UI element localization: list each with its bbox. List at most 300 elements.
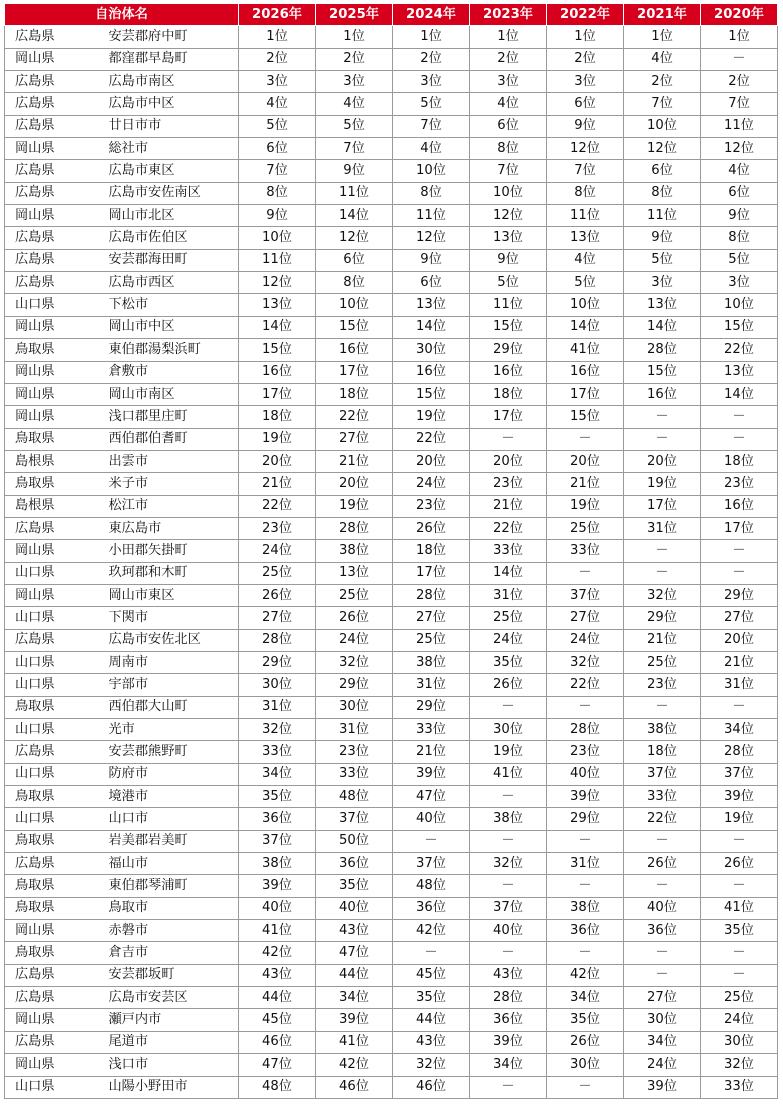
rank-2025-cell: 20位 (316, 473, 393, 495)
rank-2025-cell: 38位 (316, 540, 393, 562)
rank-2024-cell: 31位 (393, 674, 470, 696)
table-row (5, 26, 778, 48)
table-row (5, 629, 778, 651)
rank-2025-cell: 2位 (316, 48, 393, 70)
rank-2022-cell: 31位 (547, 853, 624, 875)
rank-2025-cell: 1位 (316, 26, 393, 48)
municipality-cell: 岡山市北区 (95, 205, 239, 227)
rank-2023-cell: － (470, 428, 547, 450)
rank-2023-cell: 5位 (470, 272, 547, 294)
table-row (5, 1009, 778, 1031)
rank-2021-cell: 26位 (624, 853, 701, 875)
rank-2023-cell: 35位 (470, 651, 547, 673)
rank-2022-cell: 23位 (547, 741, 624, 763)
rank-2020-cell: 2位 (701, 71, 778, 93)
rank-2022-cell: 41位 (547, 339, 624, 361)
rank-2026-cell: 38位 (239, 853, 316, 875)
rank-2020-cell: － (701, 942, 778, 964)
prefecture-cell: 広島県 (5, 93, 95, 115)
prefecture-cell: 山口県 (5, 562, 95, 584)
prefecture-cell: 広島県 (5, 629, 95, 651)
rank-2020-cell: 9位 (701, 205, 778, 227)
table-row (5, 920, 778, 942)
rank-2021-cell: 14位 (624, 316, 701, 338)
rank-2022-cell: 10位 (547, 294, 624, 316)
rank-2023-cell: 24位 (470, 629, 547, 651)
rank-2021-cell: 33位 (624, 786, 701, 808)
rank-2025-cell: 9位 (316, 160, 393, 182)
prefecture-cell: 広島県 (5, 115, 95, 137)
rank-2021-cell: － (624, 428, 701, 450)
rank-2025-cell: 3位 (316, 71, 393, 93)
rank-2026-cell: 3位 (239, 71, 316, 93)
rank-2024-cell: 20位 (393, 450, 470, 472)
rank-2023-cell: 23位 (470, 473, 547, 495)
rank-2024-cell: 26位 (393, 517, 470, 539)
municipality-cell: 安芸郡府中町 (95, 26, 239, 48)
rank-2025-cell: 44位 (316, 964, 393, 986)
rank-2022-cell: 30位 (547, 1054, 624, 1076)
prefecture-cell: 広島県 (5, 517, 95, 539)
rank-2025-cell: 32位 (316, 651, 393, 673)
rank-2025-cell: 11位 (316, 182, 393, 204)
rank-2020-cell: 37位 (701, 763, 778, 785)
rank-2020-cell: 15位 (701, 316, 778, 338)
municipality-cell: 岡山市南区 (95, 383, 239, 405)
rank-2024-cell: 12位 (393, 227, 470, 249)
rank-2021-cell: － (624, 830, 701, 852)
rank-2022-cell: 24位 (547, 629, 624, 651)
prefecture-cell: 広島県 (5, 160, 95, 182)
rank-2021-cell: 19位 (624, 473, 701, 495)
rank-2026-cell: 13位 (239, 294, 316, 316)
rank-2026-cell: 19位 (239, 428, 316, 450)
table-row (5, 540, 778, 562)
rank-2024-cell: 15位 (393, 383, 470, 405)
prefecture-cell: 広島県 (5, 1031, 95, 1053)
rank-2020-cell: 29位 (701, 584, 778, 606)
municipality-cell: 出雲市 (95, 450, 239, 472)
rank-2023-cell: 3位 (470, 71, 547, 93)
table-row (5, 205, 778, 227)
rank-2023-cell: 1位 (470, 26, 547, 48)
municipality-cell: 福山市 (95, 853, 239, 875)
rank-2022-cell: 8位 (547, 182, 624, 204)
municipality-cell: 西伯郡大山町 (95, 696, 239, 718)
rank-2021-cell: － (624, 562, 701, 584)
rank-2022-cell: 26位 (547, 1031, 624, 1053)
rank-2020-cell: 23位 (701, 473, 778, 495)
rank-2023-cell: 12位 (470, 205, 547, 227)
municipality-cell: 安芸郡熊野町 (95, 741, 239, 763)
rank-2026-cell: 26位 (239, 584, 316, 606)
header-year: 2023年 (470, 4, 547, 26)
rank-2025-cell: 37位 (316, 808, 393, 830)
rank-2026-cell: 28位 (239, 629, 316, 651)
rank-2022-cell: 39位 (547, 786, 624, 808)
rank-2023-cell: 36位 (470, 1009, 547, 1031)
municipality-cell: 下関市 (95, 607, 239, 629)
rank-2024-cell: 25位 (393, 629, 470, 651)
header-row (5, 4, 778, 26)
rank-2020-cell: 7位 (701, 93, 778, 115)
municipality-cell: 鳥取市 (95, 897, 239, 919)
rank-2021-cell: － (624, 942, 701, 964)
rank-2020-cell: 17位 (701, 517, 778, 539)
table-row (5, 272, 778, 294)
table-row (5, 428, 778, 450)
prefecture-cell: 広島県 (5, 182, 95, 204)
table-row (5, 294, 778, 316)
rank-2024-cell: 35位 (393, 987, 470, 1009)
table-row (5, 383, 778, 405)
table-row (5, 1076, 778, 1098)
rank-2024-cell: － (393, 942, 470, 964)
rank-2022-cell: 3位 (547, 71, 624, 93)
prefecture-cell: 広島県 (5, 987, 95, 1009)
rank-2025-cell: 39位 (316, 1009, 393, 1031)
table-row (5, 138, 778, 160)
rank-2025-cell: 35位 (316, 875, 393, 897)
rank-2026-cell: 12位 (239, 272, 316, 294)
table-row (5, 763, 778, 785)
rank-2020-cell: 26位 (701, 853, 778, 875)
rank-2020-cell: 28位 (701, 741, 778, 763)
rank-2023-cell: 43位 (470, 964, 547, 986)
rank-2020-cell: － (701, 964, 778, 986)
rank-2023-cell: 2位 (470, 48, 547, 70)
rank-2021-cell: 8位 (624, 182, 701, 204)
rank-2023-cell: 40位 (470, 920, 547, 942)
rank-2023-cell: 16位 (470, 361, 547, 383)
municipality-cell: 広島市東区 (95, 160, 239, 182)
rank-2020-cell: 6位 (701, 182, 778, 204)
prefecture-cell: 岡山県 (5, 406, 95, 428)
municipality-cell: 広島市西区 (95, 272, 239, 294)
table-row (5, 1031, 778, 1053)
rank-2023-cell: 22位 (470, 517, 547, 539)
rank-2021-cell: 22位 (624, 808, 701, 830)
rank-2025-cell: 29位 (316, 674, 393, 696)
rank-2021-cell: － (624, 406, 701, 428)
rank-2025-cell: 13位 (316, 562, 393, 584)
rank-2025-cell: 50位 (316, 830, 393, 852)
rank-2024-cell: 14位 (393, 316, 470, 338)
rank-2020-cell: － (701, 696, 778, 718)
rank-2021-cell: 13位 (624, 294, 701, 316)
prefecture-cell: 広島県 (5, 71, 95, 93)
municipality-cell: 西伯郡伯耆町 (95, 428, 239, 450)
rank-2023-cell: － (470, 1076, 547, 1098)
municipality-cell: 東伯郡湯梨浜町 (95, 339, 239, 361)
prefecture-cell: 鳥取県 (5, 428, 95, 450)
prefecture-cell: 山口県 (5, 1076, 95, 1098)
rank-2025-cell: 17位 (316, 361, 393, 383)
rank-2023-cell: 38位 (470, 808, 547, 830)
rank-2025-cell: 26位 (316, 607, 393, 629)
table-row (5, 830, 778, 852)
rank-2025-cell: 30位 (316, 696, 393, 718)
rank-2023-cell: 4位 (470, 93, 547, 115)
rank-2026-cell: 15位 (239, 339, 316, 361)
rank-2026-cell: 27位 (239, 607, 316, 629)
municipality-cell: 瀬戸内市 (95, 1009, 239, 1031)
rank-2020-cell: 39位 (701, 786, 778, 808)
prefecture-cell: 岡山県 (5, 584, 95, 606)
municipality-cell: 小田郡矢掛町 (95, 540, 239, 562)
rank-2024-cell: 22位 (393, 428, 470, 450)
municipality-cell: 境港市 (95, 786, 239, 808)
rank-2021-cell: 24位 (624, 1054, 701, 1076)
rank-2020-cell: － (701, 830, 778, 852)
rank-2024-cell: 3位 (393, 71, 470, 93)
municipality-cell: 都窪郡早島町 (95, 48, 239, 70)
rank-2021-cell: 36位 (624, 920, 701, 942)
rank-2023-cell: 13位 (470, 227, 547, 249)
rank-2022-cell: 34位 (547, 987, 624, 1009)
rank-2026-cell: 45位 (239, 1009, 316, 1031)
rank-2025-cell: 7位 (316, 138, 393, 160)
municipality-cell: 松江市 (95, 495, 239, 517)
rank-2020-cell: 8位 (701, 227, 778, 249)
header-year: 2025年 (316, 4, 393, 26)
prefecture-cell: 広島県 (5, 227, 95, 249)
rank-2024-cell: 44位 (393, 1009, 470, 1031)
prefecture-cell: 山口県 (5, 651, 95, 673)
rank-2024-cell: 17位 (393, 562, 470, 584)
prefecture-cell: 島根県 (5, 450, 95, 472)
rank-2020-cell: － (701, 875, 778, 897)
municipality-cell: 広島市安佐北区 (95, 629, 239, 651)
rank-2023-cell: 8位 (470, 138, 547, 160)
municipality-cell: 防府市 (95, 763, 239, 785)
rank-2026-cell: 1位 (239, 26, 316, 48)
rank-2026-cell: 6位 (239, 138, 316, 160)
rank-2021-cell: 15位 (624, 361, 701, 383)
rank-2020-cell: 32位 (701, 1054, 778, 1076)
rank-2021-cell: 7位 (624, 93, 701, 115)
rank-2026-cell: 31位 (239, 696, 316, 718)
rank-2021-cell: 5位 (624, 249, 701, 271)
rank-2022-cell: － (547, 830, 624, 852)
rank-2024-cell: 45位 (393, 964, 470, 986)
rank-2025-cell: 6位 (316, 249, 393, 271)
municipality-cell: 廿日市市 (95, 115, 239, 137)
table-row (5, 182, 778, 204)
rank-2021-cell: 21位 (624, 629, 701, 651)
rank-2026-cell: 18位 (239, 406, 316, 428)
rank-2026-cell: 24位 (239, 540, 316, 562)
rank-2025-cell: 42位 (316, 1054, 393, 1076)
rank-2022-cell: 36位 (547, 920, 624, 942)
rank-2021-cell: 2位 (624, 71, 701, 93)
header-year: 2022年 (547, 4, 624, 26)
rank-2020-cell: － (701, 562, 778, 584)
municipality-cell: 倉吉市 (95, 942, 239, 964)
rank-2026-cell: 17位 (239, 383, 316, 405)
rank-2024-cell: 37位 (393, 853, 470, 875)
table-row (5, 450, 778, 472)
rank-2026-cell: 9位 (239, 205, 316, 227)
rank-2026-cell: 32位 (239, 719, 316, 741)
table-row (5, 339, 778, 361)
rank-2026-cell: 16位 (239, 361, 316, 383)
table-row (5, 160, 778, 182)
rank-2023-cell: 15位 (470, 316, 547, 338)
table-row (5, 316, 778, 338)
rank-2026-cell: 42位 (239, 942, 316, 964)
rank-2026-cell: 22位 (239, 495, 316, 517)
rank-2023-cell: 37位 (470, 897, 547, 919)
rank-2023-cell: 26位 (470, 674, 547, 696)
table-row (5, 607, 778, 629)
rank-2022-cell: 32位 (547, 651, 624, 673)
header-year: 2024年 (393, 4, 470, 26)
prefecture-cell: 岡山県 (5, 383, 95, 405)
prefecture-cell: 山口県 (5, 763, 95, 785)
municipality-cell: 光市 (95, 719, 239, 741)
rank-2021-cell: 10位 (624, 115, 701, 137)
rank-2022-cell: 6位 (547, 93, 624, 115)
rank-2026-cell: 2位 (239, 48, 316, 70)
rank-2025-cell: 22位 (316, 406, 393, 428)
rank-2025-cell: 34位 (316, 987, 393, 1009)
rank-2025-cell: 46位 (316, 1076, 393, 1098)
table-row (5, 696, 778, 718)
rank-2024-cell: 36位 (393, 897, 470, 919)
municipality-cell: 広島市安佐南区 (95, 182, 239, 204)
rank-2022-cell: 22位 (547, 674, 624, 696)
rank-2026-cell: 44位 (239, 987, 316, 1009)
prefecture-cell: 岡山県 (5, 205, 95, 227)
prefecture-cell: 山口県 (5, 294, 95, 316)
municipality-cell: 広島市南区 (95, 71, 239, 93)
table-row (5, 1054, 778, 1076)
rank-2022-cell: － (547, 428, 624, 450)
rank-2024-cell: 39位 (393, 763, 470, 785)
rank-2026-cell: 40位 (239, 897, 316, 919)
header-year: 2021年 (624, 4, 701, 26)
rank-2024-cell: 2位 (393, 48, 470, 70)
rank-2022-cell: 33位 (547, 540, 624, 562)
table-row (5, 651, 778, 673)
rank-2025-cell: 31位 (316, 719, 393, 741)
table-row (5, 227, 778, 249)
rank-2026-cell: 37位 (239, 830, 316, 852)
rank-2024-cell: 43位 (393, 1031, 470, 1053)
rank-2021-cell: 3位 (624, 272, 701, 294)
rank-2022-cell: 28位 (547, 719, 624, 741)
rank-2024-cell: 21位 (393, 741, 470, 763)
rank-2026-cell: 46位 (239, 1031, 316, 1053)
rank-2023-cell: 17位 (470, 406, 547, 428)
rank-2022-cell: 27位 (547, 607, 624, 629)
municipality-cell: 総社市 (95, 138, 239, 160)
rank-2025-cell: 27位 (316, 428, 393, 450)
rank-2025-cell: 24位 (316, 629, 393, 651)
rank-2023-cell: 20位 (470, 450, 547, 472)
rank-2020-cell: 3位 (701, 272, 778, 294)
municipality-cell: 東伯郡琴浦町 (95, 875, 239, 897)
rank-2026-cell: 8位 (239, 182, 316, 204)
rank-2021-cell: 23位 (624, 674, 701, 696)
rank-2020-cell: 14位 (701, 383, 778, 405)
prefecture-cell: 岡山県 (5, 540, 95, 562)
rank-2025-cell: 21位 (316, 450, 393, 472)
rank-2026-cell: 35位 (239, 786, 316, 808)
rank-2024-cell: 9位 (393, 249, 470, 271)
rank-2024-cell: 10位 (393, 160, 470, 182)
rank-2020-cell: 25位 (701, 987, 778, 1009)
ranking-table (4, 3, 778, 1099)
municipality-cell: 下松市 (95, 294, 239, 316)
table-row (5, 875, 778, 897)
rank-2025-cell: 48位 (316, 786, 393, 808)
rank-2022-cell: － (547, 1076, 624, 1098)
table-row (5, 674, 778, 696)
municipality-cell: 広島市佐伯区 (95, 227, 239, 249)
table-row (5, 406, 778, 428)
rank-2021-cell: 11位 (624, 205, 701, 227)
municipality-cell: 浅口郡里庄町 (95, 406, 239, 428)
rank-2020-cell: 33位 (701, 1076, 778, 1098)
rank-2024-cell: 28位 (393, 584, 470, 606)
table-row (5, 249, 778, 271)
rank-2021-cell: 12位 (624, 138, 701, 160)
rank-2020-cell: － (701, 406, 778, 428)
rank-2024-cell: 19位 (393, 406, 470, 428)
rank-2026-cell: 4位 (239, 93, 316, 115)
rank-2022-cell: 13位 (547, 227, 624, 249)
rank-2021-cell: － (624, 875, 701, 897)
rank-2026-cell: 39位 (239, 875, 316, 897)
rank-2025-cell: 19位 (316, 495, 393, 517)
municipality-cell: 浅口市 (95, 1054, 239, 1076)
rank-2020-cell: 13位 (701, 361, 778, 383)
prefecture-cell: 山口県 (5, 674, 95, 696)
rank-2026-cell: 47位 (239, 1054, 316, 1076)
rank-2022-cell: 16位 (547, 361, 624, 383)
ranking-table-container (4, 3, 777, 1099)
rank-2024-cell: 27位 (393, 607, 470, 629)
municipality-cell: 宇部市 (95, 674, 239, 696)
rank-2026-cell: 29位 (239, 651, 316, 673)
rank-2025-cell: 36位 (316, 853, 393, 875)
rank-2026-cell: 48位 (239, 1076, 316, 1098)
municipality-cell: 倉敷市 (95, 361, 239, 383)
table-row (5, 71, 778, 93)
rank-2021-cell: 9位 (624, 227, 701, 249)
rank-2024-cell: － (393, 830, 470, 852)
rank-2023-cell: 39位 (470, 1031, 547, 1053)
rank-2024-cell: 42位 (393, 920, 470, 942)
rank-2020-cell: 4位 (701, 160, 778, 182)
rank-2024-cell: 11位 (393, 205, 470, 227)
table-row (5, 361, 778, 383)
rank-2021-cell: － (624, 696, 701, 718)
header-year: 2026年 (239, 4, 316, 26)
municipality-cell: 玖珂郡和木町 (95, 562, 239, 584)
rank-2023-cell: 30位 (470, 719, 547, 741)
rank-2021-cell: 27位 (624, 987, 701, 1009)
prefecture-cell: 広島県 (5, 741, 95, 763)
municipality-cell: 周南市 (95, 651, 239, 673)
prefecture-cell: 岡山県 (5, 1009, 95, 1031)
rank-2022-cell: 35位 (547, 1009, 624, 1031)
rank-2024-cell: 38位 (393, 651, 470, 673)
rank-2026-cell: 23位 (239, 517, 316, 539)
rank-2021-cell: 4位 (624, 48, 701, 70)
